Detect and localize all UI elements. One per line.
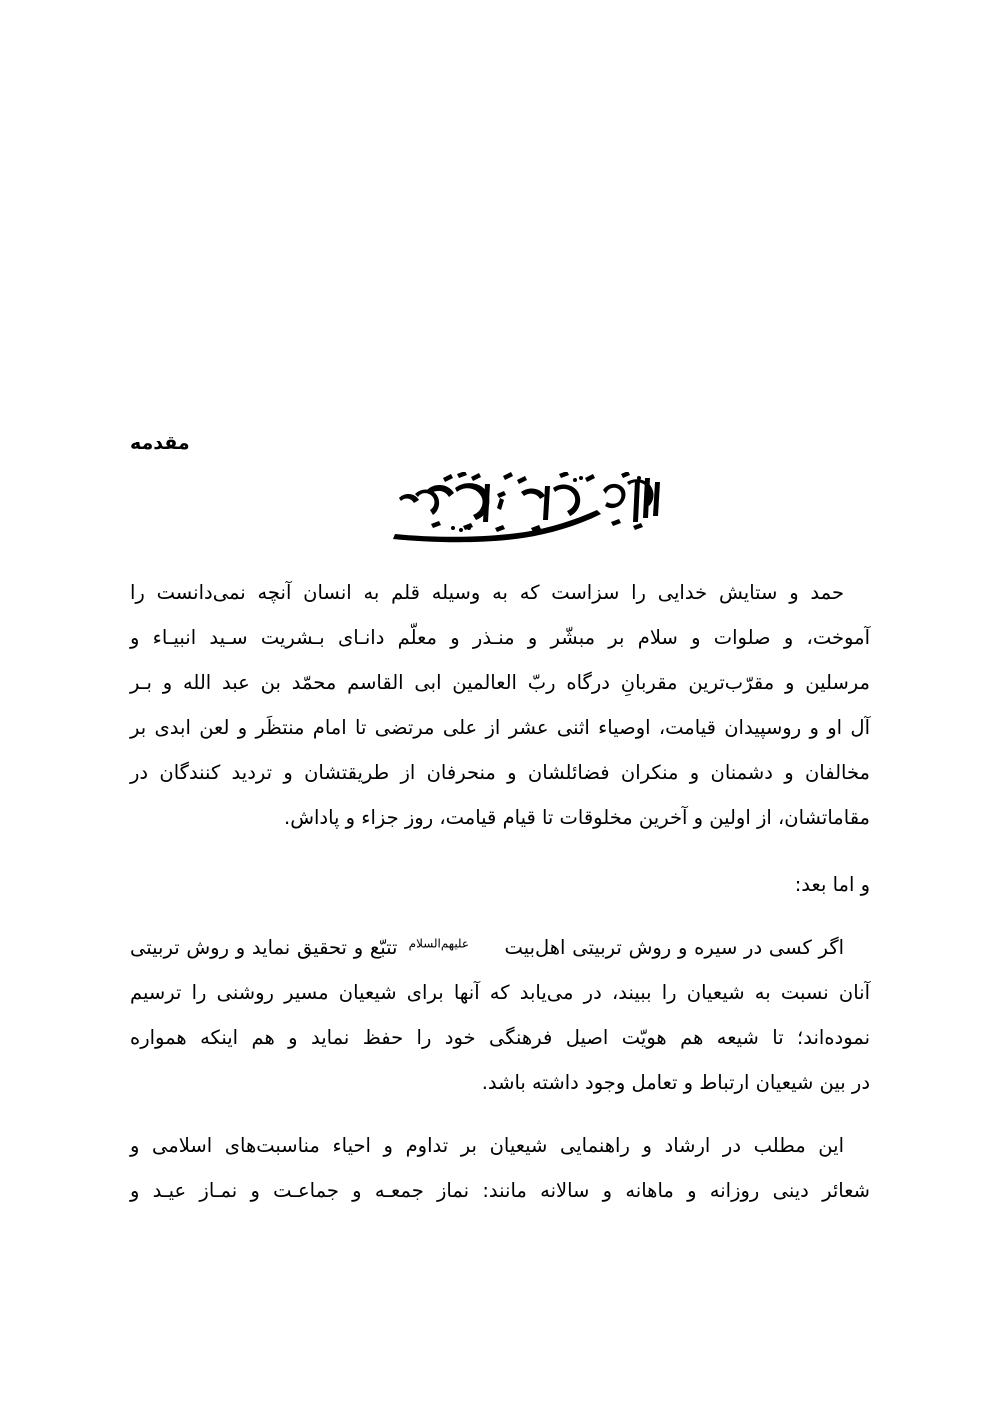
text-line: آموخت، و صلوات و سلام بر مبشّر و منـذر و معلّم دانـای بـشریت سـید انبیـاء و <box>130 626 870 649</box>
paragraph-gap <box>130 840 870 862</box>
text-line: آل او و روسپیدان قیامت، اوصیاء اثنی عشر از علی مرتضی تا امام منتظَر و لعن ابدی بر <box>130 716 870 739</box>
text-line: مرسلین و مقرّب‌ترین مقربانِ درگاه ربّ العالمین ابی القاسم محمّد بن عبد الله و بـر <box>130 671 870 694</box>
text-line: در بین شیعیان ارتباط و تعامل وجود داشته باشد. <box>481 1071 870 1094</box>
text-line: شعائر دینی روزانه و ماهانه و سالانه مانند: نماز جمعـه و جماعـت و نمـاز عیـد و <box>130 1179 870 1202</box>
text-line: این مطلب در ارشاد و راهنمایی شیعیان بر تداوم و احیاء مناسبت‌های اسلامی و <box>130 1134 844 1157</box>
body-text <box>130 570 870 1213</box>
paragraph-amma-baad <box>130 862 870 907</box>
text-line: مقاماتشان، از اولین و آخرین مخلوقات تا قیام قیامت، روز جزاء و پاداش. <box>284 806 870 829</box>
paragraph-praise <box>130 570 870 840</box>
text-line: حمد و ستایش خدایی را سزاست که به وسیله قلم به انسان آنچه نمی‌دانست را <box>130 581 844 604</box>
text-line-part-post: تتبّع و تحقیق نماید و روش تربیتی <box>130 936 398 959</box>
paragraph-gap <box>130 1105 870 1123</box>
bismillah-calligraphy <box>0 472 1000 544</box>
bismillah-icon <box>335 472 665 544</box>
running-header <box>130 432 870 454</box>
text-line: آنان نسبت به شیعیان را ببیند، در می‌یابد که آنها برای شیعیان مسیر روشنی را ترسیم <box>130 981 870 1004</box>
text-line-part-pre: اگر کسی در سیره و روش تربیتی اهل‌بیت <box>504 936 845 959</box>
text-line: و اما بعد: <box>794 873 870 896</box>
text-line: نموده‌اند؛ تا شیعه هم هویّت اصیل فرهنگی خود را حفظ نماید و هم اینکه همواره <box>130 1026 870 1049</box>
honorific-alayhimussalam-icon: علیهم‌السلام <box>408 937 470 952</box>
paragraph-gap <box>130 907 870 925</box>
text-line-with-honorific <box>130 925 870 970</box>
paragraph-ahlulbayt-method <box>130 925 870 1105</box>
text-line: مخالفان و دشمنان و منکران فضائلشان و منحرفان از طریقتشان و تردید کنندگان در <box>130 761 870 784</box>
page-title: مقدمه <box>130 432 190 454</box>
paragraph-occasions <box>130 1123 870 1213</box>
